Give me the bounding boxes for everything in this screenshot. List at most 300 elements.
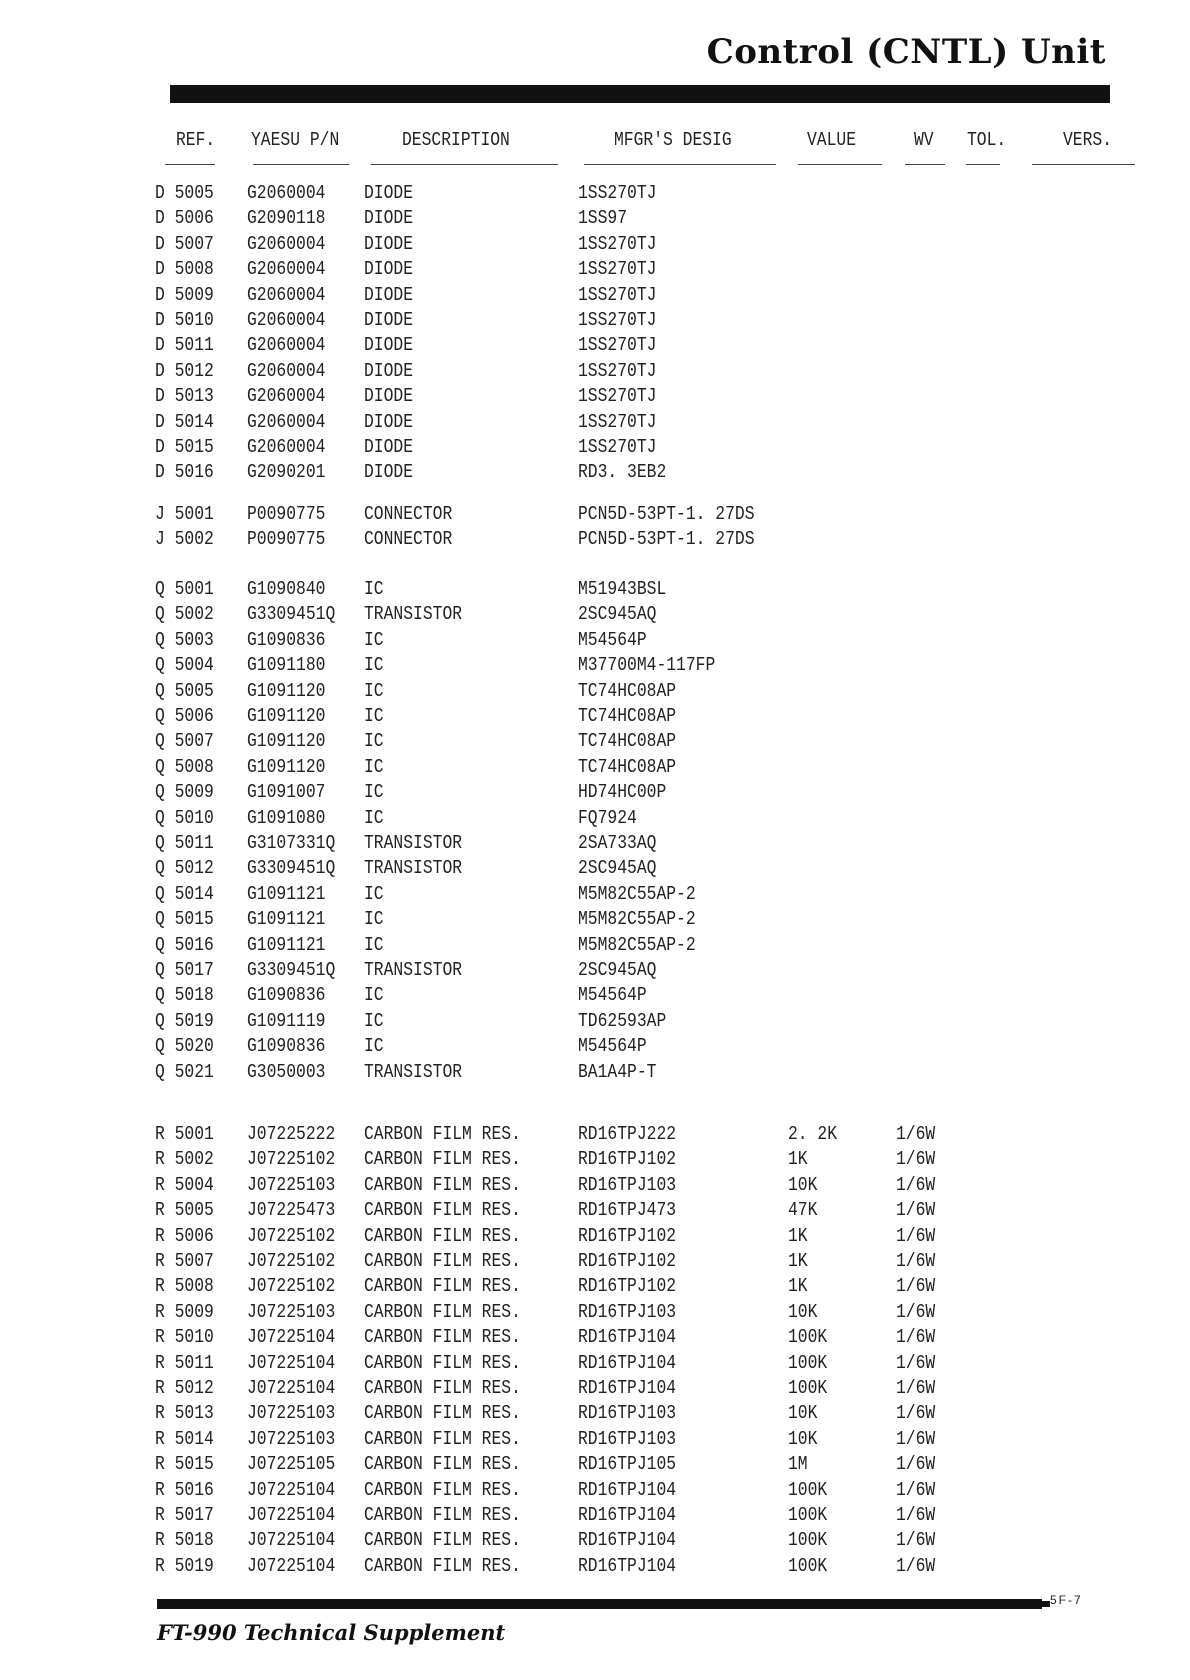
mfgr-cell: M5M82C55AP-2: [578, 882, 696, 905]
pn-cell: G1091121: [247, 908, 326, 931]
wv-cell: 1/6W: [896, 1173, 936, 1196]
value-cell: 1K: [788, 1250, 808, 1272]
description-cell: CARBON FILM RES.: [364, 1351, 521, 1374]
pn-cell: J07225105: [247, 1453, 336, 1476]
ref-cell: D 5006: [155, 207, 214, 230]
table-row: [0, 1274, 1190, 1299]
wv-cell: 1/6W: [896, 1402, 936, 1425]
table-row: [0, 460, 1190, 485]
mfgr-cell: 1SS270TJ: [578, 309, 657, 331]
mfgr-cell: RD16TPJ104: [578, 1377, 677, 1399]
value-cell: 1K: [788, 1275, 808, 1298]
dash-vers: [1032, 164, 1135, 165]
description-cell: DIODE: [364, 182, 414, 204]
table-row: [0, 1173, 1190, 1198]
value-cell: 47K: [788, 1199, 818, 1222]
ref-cell: D 5007: [155, 232, 214, 255]
wv-cell: 1/6W: [896, 1300, 936, 1323]
ref-cell: R 5004: [155, 1173, 214, 1196]
ref-cell: D 5009: [155, 283, 214, 306]
pn-cell: G2060004: [247, 232, 326, 255]
pn-cell: J07225104: [247, 1326, 336, 1349]
table-row: [0, 1427, 1190, 1452]
pn-cell: P0090775: [247, 528, 326, 551]
mfgr-cell: M54564P: [578, 628, 647, 651]
wv-cell: 1/6W: [896, 1554, 936, 1577]
table-row: [0, 181, 1190, 206]
description-cell: DIODE: [364, 283, 414, 306]
pn-cell: G2060004: [247, 283, 326, 306]
table-row: [0, 1122, 1190, 1147]
table-row: [0, 283, 1190, 308]
ref-cell: Q 5015: [155, 908, 214, 931]
table-row: [0, 806, 1190, 831]
mfgr-cell: RD16TPJ104: [578, 1554, 677, 1577]
table-row: [0, 1147, 1190, 1172]
description-cell: IC: [364, 984, 384, 1007]
description-cell: CARBON FILM RES.: [364, 1250, 521, 1272]
mfgr-cell: 1SS270TJ: [578, 385, 657, 408]
mfgr-cell: 1SS270TJ: [578, 436, 657, 458]
pn-cell: G1091119: [247, 1009, 326, 1032]
wv-cell: 1/6W: [896, 1199, 936, 1222]
mfgr-cell: BA1A4P-T: [578, 1060, 657, 1083]
table-row: [0, 882, 1190, 907]
wv-cell: 1/6W: [896, 1250, 936, 1272]
description-cell: TRANSISTOR: [364, 959, 463, 981]
table-row: [0, 1528, 1190, 1553]
dash-tol: [966, 164, 1000, 165]
mfgr-cell: 2SC945AQ: [578, 959, 657, 981]
ref-cell: Q 5002: [155, 603, 214, 626]
mfgr-cell: RD16TPJ103: [578, 1427, 677, 1450]
ref-cell: D 5016: [155, 461, 214, 484]
ref-cell: Q 5005: [155, 679, 214, 702]
description-cell: IC: [364, 1009, 384, 1032]
value-cell: 10K: [788, 1427, 818, 1450]
pn-cell: J07225104: [247, 1351, 336, 1374]
pn-cell: G1091180: [247, 654, 326, 677]
mfgr-cell: RD16TPJ104: [578, 1478, 677, 1501]
mfgr-cell: 1SS270TJ: [578, 283, 657, 306]
header-value: VALUE: [807, 129, 857, 151]
ref-cell: Q 5003: [155, 628, 214, 651]
top-rule: [170, 85, 1110, 103]
table-row: [0, 1198, 1190, 1223]
pn-cell: G1091120: [247, 755, 326, 778]
wv-cell: 1/6W: [896, 1326, 936, 1349]
ref-cell: R 5017: [155, 1504, 214, 1526]
ref-cell: D 5014: [155, 410, 214, 433]
pn-cell: G1091007: [247, 781, 326, 804]
table-row: [0, 527, 1190, 552]
dash-ref: [165, 164, 215, 165]
value-cell: 100K: [788, 1478, 828, 1501]
mfgr-cell: M5M82C55AP-2: [578, 933, 696, 956]
description-cell: CARBON FILM RES.: [364, 1224, 521, 1247]
pn-cell: G2060004: [247, 258, 326, 281]
description-cell: CARBON FILM RES.: [364, 1173, 521, 1196]
table-row: [0, 1478, 1190, 1503]
description-cell: DIODE: [364, 410, 414, 433]
ref-cell: D 5015: [155, 436, 214, 458]
header-tol: TOL.: [967, 129, 1007, 151]
mfgr-cell: TC74HC08AP: [578, 705, 677, 727]
description-cell: TRANSISTOR: [364, 832, 463, 854]
ref-cell: R 5007: [155, 1250, 214, 1272]
table-row: [0, 679, 1190, 704]
table-row: [0, 653, 1190, 678]
mfgr-cell: FQ7924: [578, 806, 637, 829]
description-cell: CARBON FILM RES.: [364, 1377, 521, 1399]
ref-cell: J 5001: [155, 503, 214, 525]
mfgr-cell: RD16TPJ102: [578, 1224, 677, 1247]
mfgr-cell: 1SS97: [578, 207, 628, 230]
wv-cell: 1/6W: [896, 1377, 936, 1399]
pn-cell: G1091120: [247, 705, 326, 727]
pn-cell: J07225102: [247, 1224, 336, 1247]
ref-cell: Q 5006: [155, 705, 214, 727]
mfgr-cell: RD3. 3EB2: [578, 461, 667, 484]
table-row: [0, 1554, 1190, 1579]
ref-cell: D 5013: [155, 385, 214, 408]
description-cell: DIODE: [364, 334, 414, 357]
mfgr-cell: M54564P: [578, 984, 647, 1007]
pn-cell: G2060004: [247, 334, 326, 357]
mfgr-cell: RD16TPJ104: [578, 1326, 677, 1349]
ref-cell: R 5014: [155, 1427, 214, 1450]
mfgr-cell: TC74HC08AP: [578, 730, 677, 753]
mfgr-cell: 1SS270TJ: [578, 232, 657, 255]
table-row: [0, 1300, 1190, 1325]
mfgr-cell: 1SS270TJ: [578, 258, 657, 281]
pn-cell: J07225103: [247, 1300, 336, 1323]
ref-cell: Q 5014: [155, 882, 214, 905]
header-description: DESCRIPTION: [402, 129, 510, 151]
table-row: [0, 410, 1190, 435]
description-cell: CARBON FILM RES.: [364, 1554, 521, 1577]
ref-cell: R 5011: [155, 1351, 214, 1374]
wv-cell: 1/6W: [896, 1224, 936, 1247]
value-cell: 1K: [788, 1224, 808, 1247]
description-cell: CARBON FILM RES.: [364, 1123, 521, 1145]
pn-cell: G2060004: [247, 436, 326, 458]
table-row: [0, 1401, 1190, 1426]
table-row: [0, 1034, 1190, 1059]
description-cell: DIODE: [364, 232, 414, 255]
wv-cell: 1/6W: [896, 1351, 936, 1374]
ref-cell: Q 5019: [155, 1009, 214, 1032]
wv-cell: 1/6W: [896, 1504, 936, 1526]
table-row: [0, 1503, 1190, 1528]
page-number: 5F-7: [1050, 1593, 1083, 1607]
description-cell: DIODE: [364, 385, 414, 408]
header-mfgr-desig: MFGR'S DESIG: [614, 129, 732, 151]
value-cell: 100K: [788, 1326, 828, 1349]
mfgr-cell: RD16TPJ104: [578, 1529, 677, 1552]
ref-cell: R 5012: [155, 1377, 214, 1399]
description-cell: IC: [364, 730, 384, 753]
ref-cell: D 5010: [155, 309, 214, 331]
mfgr-cell: 2SC945AQ: [578, 857, 657, 880]
mfgr-cell: TC74HC08AP: [578, 755, 677, 778]
pn-cell: G3107331Q: [247, 832, 336, 854]
table-row: [0, 1376, 1190, 1401]
mfgr-cell: 1SS270TJ: [578, 359, 657, 382]
pn-cell: J07225222: [247, 1123, 336, 1145]
mfgr-cell: TC74HC08AP: [578, 679, 677, 702]
dash-pn: [253, 164, 349, 165]
table-row: [0, 933, 1190, 958]
pn-cell: J07225103: [247, 1402, 336, 1425]
mfgr-cell: HD74HC00P: [578, 781, 667, 804]
mfgr-cell: M51943BSL: [578, 578, 667, 600]
ref-cell: R 5019: [155, 1554, 214, 1577]
ref-cell: R 5008: [155, 1275, 214, 1298]
pn-cell: J07225102: [247, 1275, 336, 1298]
header-wv: WV: [914, 129, 934, 151]
wv-cell: 1/6W: [896, 1529, 936, 1552]
ref-cell: R 5006: [155, 1224, 214, 1247]
value-cell: 100K: [788, 1529, 828, 1552]
description-cell: IC: [364, 781, 384, 804]
mfgr-cell: RD16TPJ473: [578, 1199, 677, 1222]
mfgr-cell: 1SS270TJ: [578, 410, 657, 433]
description-cell: DIODE: [364, 359, 414, 382]
pn-cell: G2060004: [247, 385, 326, 408]
pn-cell: G1090836: [247, 984, 326, 1007]
mfgr-cell: PCN5D-53PT-1. 27DS: [578, 528, 755, 551]
ref-cell: Q 5009: [155, 781, 214, 804]
header-underline: [0, 158, 1190, 170]
description-cell: IC: [364, 882, 384, 905]
table-row: [0, 958, 1190, 983]
description-cell: DIODE: [364, 258, 414, 281]
table-row: [0, 729, 1190, 754]
table-row: [0, 384, 1190, 409]
value-cell: 1K: [788, 1148, 808, 1171]
value-cell: 100K: [788, 1377, 828, 1399]
table-row: [0, 206, 1190, 231]
pn-cell: J07225103: [247, 1427, 336, 1450]
value-cell: 10K: [788, 1300, 818, 1323]
footer-title: FT-990 Technical Supplement: [157, 1620, 506, 1645]
value-cell: 10K: [788, 1402, 818, 1425]
description-cell: IC: [364, 908, 384, 931]
pn-cell: G3050003: [247, 1060, 326, 1083]
pn-cell: G2060004: [247, 359, 326, 382]
mfgr-cell: 1SS270TJ: [578, 334, 657, 357]
mfgr-cell: RD16TPJ104: [578, 1504, 677, 1526]
table-row: [0, 856, 1190, 881]
ref-cell: R 5001: [155, 1123, 214, 1145]
ref-cell: Q 5020: [155, 1035, 214, 1058]
table-header: [0, 128, 1190, 153]
pn-cell: J07225102: [247, 1148, 336, 1171]
table-row: [0, 232, 1190, 257]
description-cell: IC: [364, 755, 384, 778]
table-row: [0, 780, 1190, 805]
pn-cell: J07225473: [247, 1199, 336, 1222]
description-cell: CONNECTOR: [364, 503, 453, 525]
ref-cell: D 5005: [155, 182, 214, 204]
mfgr-cell: RD16TPJ222: [578, 1123, 677, 1145]
table-row: [0, 602, 1190, 627]
pn-cell: G1091121: [247, 882, 326, 905]
pn-cell: G1090840: [247, 578, 326, 600]
pn-cell: G3309451Q: [247, 603, 336, 626]
description-cell: IC: [364, 806, 384, 829]
mfgr-cell: M54564P: [578, 1035, 647, 1058]
mfgr-cell: RD16TPJ102: [578, 1275, 677, 1298]
mfgr-cell: 2SA733AQ: [578, 832, 657, 854]
mfgr-cell: TD62593AP: [578, 1009, 667, 1032]
description-cell: CARBON FILM RES.: [364, 1326, 521, 1349]
pn-cell: J07225104: [247, 1504, 336, 1526]
page-title: Control (CNTL) Unit: [706, 32, 1106, 72]
description-cell: DIODE: [364, 207, 414, 230]
pn-cell: J07225104: [247, 1377, 336, 1399]
pn-cell: J07225104: [247, 1478, 336, 1501]
table-row: [0, 907, 1190, 932]
ref-cell: D 5012: [155, 359, 214, 382]
ref-cell: Q 5008: [155, 755, 214, 778]
mfgr-cell: RD16TPJ103: [578, 1173, 677, 1196]
dash-mfgr: [584, 164, 776, 165]
mfgr-cell: RD16TPJ105: [578, 1453, 677, 1476]
description-cell: IC: [364, 654, 384, 677]
ref-cell: Q 5021: [155, 1060, 214, 1083]
wv-cell: 1/6W: [896, 1148, 936, 1171]
pn-cell: G1091120: [247, 730, 326, 753]
ref-cell: Q 5016: [155, 933, 214, 956]
dash-value: [798, 164, 882, 165]
dash-desc: [371, 164, 558, 165]
table-row: [0, 308, 1190, 333]
mfgr-cell: M37700M4-117FP: [578, 654, 716, 677]
pn-cell: G1091080: [247, 806, 326, 829]
table-row: [0, 257, 1190, 282]
header-ref: REF.: [176, 129, 216, 151]
description-cell: CARBON FILM RES.: [364, 1504, 521, 1526]
ref-cell: R 5010: [155, 1326, 214, 1349]
table-row: [0, 1249, 1190, 1274]
description-cell: TRANSISTOR: [364, 1060, 463, 1083]
table-row: [0, 1452, 1190, 1477]
pn-cell: G1090836: [247, 1035, 326, 1058]
pn-cell: G3309451Q: [247, 959, 336, 981]
pn-cell: J07225102: [247, 1250, 336, 1272]
wv-cell: 1/6W: [896, 1453, 936, 1476]
pn-cell: J07225103: [247, 1173, 336, 1196]
description-cell: IC: [364, 933, 384, 956]
description-cell: DIODE: [364, 461, 414, 484]
ref-cell: R 5009: [155, 1300, 214, 1323]
mfgr-cell: PCN5D-53PT-1. 27DS: [578, 503, 755, 525]
ref-cell: Q 5011: [155, 832, 214, 854]
description-cell: TRANSISTOR: [364, 857, 463, 880]
table-row: [0, 359, 1190, 384]
mfgr-cell: M5M82C55AP-2: [578, 908, 696, 931]
wv-cell: 1/6W: [896, 1427, 936, 1450]
description-cell: IC: [364, 705, 384, 727]
header-vers: VERS.: [1063, 129, 1113, 151]
mfgr-cell: RD16TPJ104: [578, 1351, 677, 1374]
mfgr-cell: RD16TPJ103: [578, 1300, 677, 1323]
description-cell: CARBON FILM RES.: [364, 1199, 521, 1222]
dash-wv: [905, 164, 945, 165]
mfgr-cell: RD16TPJ103: [578, 1402, 677, 1425]
wv-cell: 1/6W: [896, 1123, 936, 1145]
ref-cell: Q 5007: [155, 730, 214, 753]
table-row: [0, 502, 1190, 527]
value-cell: 100K: [788, 1351, 828, 1374]
description-cell: DIODE: [364, 436, 414, 458]
value-cell: 100K: [788, 1504, 828, 1526]
bottom-rule-tail: [1042, 1601, 1050, 1607]
description-cell: CONNECTOR: [364, 528, 453, 551]
mfgr-cell: 2SC945AQ: [578, 603, 657, 626]
ref-cell: D 5011: [155, 334, 214, 357]
description-cell: IC: [364, 679, 384, 702]
ref-cell: Q 5017: [155, 959, 214, 981]
ref-cell: R 5013: [155, 1402, 214, 1425]
description-cell: CARBON FILM RES.: [364, 1275, 521, 1298]
value-cell: 10K: [788, 1173, 818, 1196]
description-cell: CARBON FILM RES.: [364, 1300, 521, 1323]
description-cell: CARBON FILM RES.: [364, 1427, 521, 1450]
ref-cell: R 5018: [155, 1529, 214, 1552]
ref-cell: Q 5012: [155, 857, 214, 880]
table-row: [0, 983, 1190, 1008]
ref-cell: J 5002: [155, 528, 214, 551]
pn-cell: J07225104: [247, 1529, 336, 1552]
ref-cell: R 5016: [155, 1478, 214, 1501]
pn-cell: G3309451Q: [247, 857, 336, 880]
description-cell: IC: [364, 628, 384, 651]
table-row: [0, 333, 1190, 358]
table-row: [0, 755, 1190, 780]
pn-cell: G1090836: [247, 628, 326, 651]
header-yaesu-pn: YAESU P/N: [251, 129, 340, 151]
pn-cell: G2090201: [247, 461, 326, 484]
table-row: [0, 1009, 1190, 1034]
pn-cell: G1091121: [247, 933, 326, 956]
description-cell: CARBON FILM RES.: [364, 1148, 521, 1171]
value-cell: 1M: [788, 1453, 808, 1476]
description-cell: CARBON FILM RES.: [364, 1402, 521, 1425]
table-row: [0, 704, 1190, 729]
table-row: [0, 1325, 1190, 1350]
mfgr-cell: 1SS270TJ: [578, 182, 657, 204]
table-row: [0, 577, 1190, 602]
ref-cell: Q 5018: [155, 984, 214, 1007]
wv-cell: 1/6W: [896, 1275, 936, 1298]
wv-cell: 1/6W: [896, 1478, 936, 1501]
ref-cell: Q 5010: [155, 806, 214, 829]
pn-cell: G1091120: [247, 679, 326, 702]
bottom-rule: [157, 1599, 1042, 1609]
mfgr-cell: RD16TPJ102: [578, 1148, 677, 1171]
table-row: [0, 831, 1190, 856]
ref-cell: Q 5004: [155, 654, 214, 677]
mfgr-cell: RD16TPJ102: [578, 1250, 677, 1272]
table-row: [0, 1060, 1190, 1085]
description-cell: CARBON FILM RES.: [364, 1453, 521, 1476]
description-cell: IC: [364, 1035, 384, 1058]
pn-cell: J07225104: [247, 1554, 336, 1577]
pn-cell: P0090775: [247, 503, 326, 525]
